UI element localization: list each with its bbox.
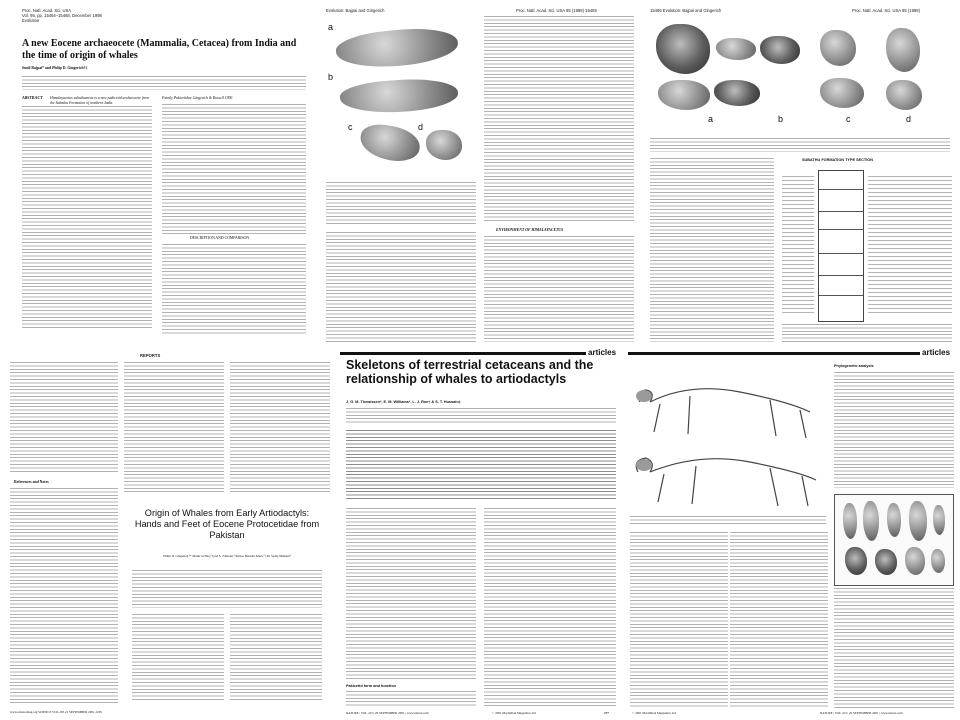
figure-skeletons — [630, 362, 826, 512]
figure-label: d — [906, 114, 912, 124]
stratigraphic-band — [819, 189, 863, 190]
page-header-left: Evolution: Bajpai and Gingerich — [326, 8, 385, 13]
body-text-column — [346, 508, 476, 680]
section-heading-environment: ENVIRONMENT OF HIMALAYACETUS — [496, 228, 564, 232]
page-pnas-1 — [0, 0, 316, 348]
page-footer-left: NATURE | VOL 413 | 20 SEPTEMBER 2001 | www.nature.com — [346, 711, 429, 715]
figure-caption — [326, 182, 476, 226]
body-text-column — [230, 614, 322, 702]
page-number: 277 — [604, 711, 609, 715]
figure-caption — [650, 138, 950, 152]
article-title: A new Eocene archaeocete (Mammalia, Cetacea) from India and the time of origin of whales — [22, 38, 297, 61]
references-list — [10, 488, 118, 704]
page-pnas-2 — [316, 0, 642, 348]
page-pnas-3 — [642, 0, 960, 348]
page-header-left: 15466 Evolution: Bajpai and Gingerich — [650, 8, 722, 13]
tooth-fossil-image — [820, 78, 864, 108]
article-authors: Philip D. Gingerich,¹* Munir ul Haq,² Iyad S. Zalmout,¹ Intizar Hussain Khan,²† M. Sadiq Malkani² — [163, 554, 291, 558]
abstract-column — [22, 106, 152, 330]
figure-bone-photos — [834, 494, 954, 586]
tooth-fossil-image — [886, 28, 920, 72]
body-text-column — [650, 158, 774, 342]
journal-header: Proc. Natl. Acad. Sci. USA — [22, 8, 72, 13]
article-title: Origin of Whales from Early Artiodactyls: Hands and Feet of Eocene Protocetidae from Pakistan — [134, 508, 320, 540]
header-rule — [628, 352, 920, 355]
affiliations-block — [346, 408, 616, 424]
figure-label: a — [708, 114, 714, 124]
stratigraphy-left-labels — [782, 176, 814, 316]
figure-label: c — [846, 114, 851, 124]
body-text-column — [484, 236, 634, 342]
references-label: References and Notes — [14, 480, 49, 484]
description-column — [162, 244, 306, 334]
body-text-column — [730, 532, 828, 708]
stratigraphy-title: SUBATHU FORMATION TYPE SECTION — [802, 158, 873, 162]
figure-label: b — [328, 72, 334, 82]
figure-caption — [782, 324, 952, 342]
journal-section: Evolution — [22, 18, 40, 23]
affiliations-block — [22, 76, 306, 90]
jaw-fossil-image — [339, 76, 459, 116]
figure-caption — [630, 516, 826, 526]
section-heading: Pakicetid form and function — [346, 684, 396, 688]
stratigraphy-right-labels — [868, 176, 952, 316]
figure-caption — [834, 588, 954, 708]
figure-label: b — [778, 114, 784, 124]
page-header-right: Proc. Natl. Acad. Sci. USA 95 (1998) — [852, 8, 920, 13]
tooth-fossil-image — [820, 30, 856, 66]
page-nature-1 — [336, 348, 624, 720]
bone-photo — [887, 503, 901, 537]
tooth-fossil-image — [716, 38, 756, 60]
body-text-column — [10, 362, 118, 474]
figure-label: c — [348, 122, 353, 132]
body-text-column — [630, 532, 728, 708]
section-header: REPORTS — [140, 353, 161, 358]
stratigraphic-band — [819, 275, 863, 276]
page-footer-left: © 2001 Macmillan Magazines Ltd — [632, 711, 677, 715]
bone-photo — [875, 549, 897, 575]
article-authors: Sunil Bajpai* and Philip D. Gingerich†‡ — [22, 66, 88, 70]
body-text-column — [346, 691, 476, 707]
tooth-fossil-image — [358, 121, 423, 165]
page-footer-right: NATURE | VOL 413 | 20 SEPTEMBER 2001 | www.nature.com — [820, 711, 903, 715]
body-text-column — [484, 508, 616, 707]
bone-photo — [905, 547, 925, 575]
header-rule — [340, 352, 588, 355]
body-text-column — [484, 16, 634, 222]
tooth-fossil-image — [714, 80, 760, 106]
tooth-fossil-image — [760, 36, 800, 64]
jaw-fossil-image — [334, 24, 459, 73]
figure-label: d — [418, 122, 424, 132]
stratigraphic-column — [818, 170, 864, 322]
abstract-first-line: Himalayacetus subathuensis is a new pakicetid archaeocete from the Subathu Formation of northern India. — [50, 96, 149, 105]
section-heading: Phylogenetic analysis — [834, 364, 874, 368]
journal-volume: Vol. 95, pp. 15464–15468, December 1998 — [22, 13, 102, 18]
skeleton-reconstruction-image — [630, 362, 826, 512]
systematics-column — [162, 104, 306, 234]
page-nature-2 — [624, 348, 960, 720]
body-text-column — [132, 614, 224, 702]
page-footer-right: © 2001 Macmillan Magazines Ltd — [492, 711, 537, 715]
section-heading-description: DESCRIPTION AND COMPARISON — [190, 236, 250, 240]
bone-photo — [863, 501, 879, 541]
references-list — [230, 362, 330, 494]
bone-photo — [931, 549, 945, 573]
article-authors: J. G. M. Thewissen*, E. M. Williams*, L. J. Roe† & S. T. Hussain‡ — [346, 400, 461, 404]
tooth-fossil-image — [426, 130, 462, 160]
page-footer: www.sciencemag.org SCIENCE VOL 293 21 SEPTEMBER 2001 2239 — [10, 710, 102, 714]
bone-photo — [909, 501, 927, 541]
abstract-block — [346, 430, 616, 500]
bone-photo — [845, 547, 867, 575]
body-text-column — [834, 372, 954, 488]
references-list — [124, 362, 224, 494]
tooth-fossil-image — [656, 24, 710, 74]
family-heading: Family Pakicetidae Gingerich & Russell 1990 — [162, 96, 233, 100]
section-tab: articles — [922, 348, 951, 357]
stratigraphic-band — [819, 211, 863, 212]
page-header-right: Proc. Natl. Acad. Sci. USA 95 (1998) 15465 — [516, 8, 597, 13]
tooth-fossil-image — [886, 80, 922, 110]
stratigraphic-band — [819, 295, 863, 296]
bone-photo — [843, 503, 857, 539]
stratigraphic-band — [819, 253, 863, 254]
abstract-block — [132, 570, 322, 608]
page-science — [0, 348, 336, 720]
figure-label: a — [328, 22, 334, 32]
section-tab: articles — [588, 348, 617, 357]
article-title: Skeletons of terrestrial cetaceans and the relationship of whales to artiodactyls — [346, 358, 594, 386]
abstract-label: ABSTRACT — [22, 96, 43, 100]
stratigraphic-band — [819, 229, 863, 230]
bone-photo — [933, 505, 945, 535]
figure-teeth-comparison — [650, 16, 950, 134]
tooth-fossil-image — [658, 80, 710, 110]
figure-jaw-specimen — [326, 18, 476, 178]
body-text-column — [326, 232, 476, 342]
